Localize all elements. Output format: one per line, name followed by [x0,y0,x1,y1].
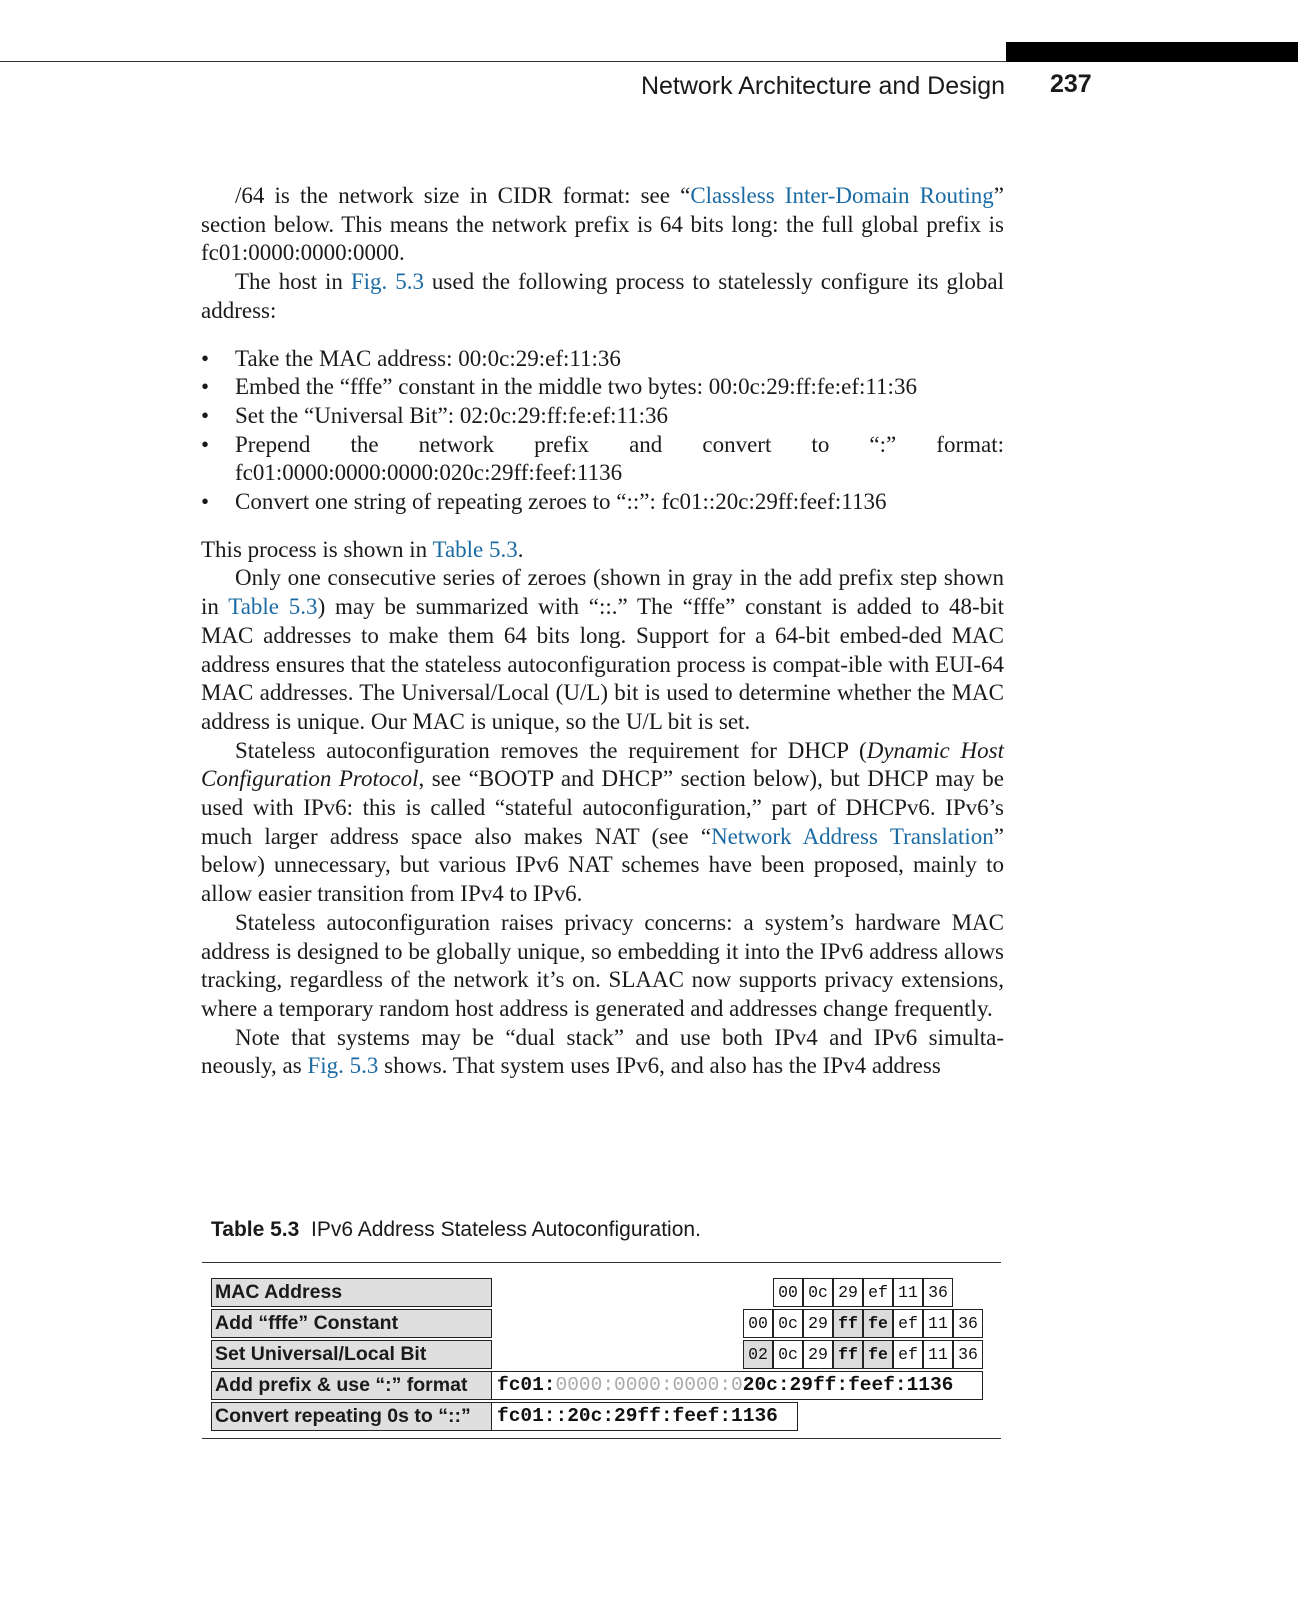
text-run-italic: Dynamic Host Configuration Protocol [201,737,1004,792]
running-header-title: Network Architecture and Design [640,72,1005,100]
link-table-5-3[interactable]: Table 5.3 [432,536,518,562]
bullet-icon: • [201,489,210,515]
byte-cell: 36 [953,1340,983,1369]
address-zeros: 0000:0000:0000:0 [555,1374,743,1396]
paragraph-process-intro [201,268,1004,325]
list-item [201,431,1004,488]
text-run: Only one consecutive series of zeroes (shown in gray in the add prefix step shown in [201,565,1004,620]
bullet-icon: • [201,431,210,457]
bullet-icon: • [201,402,210,428]
byte-cell: 0c [803,1278,833,1307]
paragraph-table-ref [201,536,1004,565]
address-rest: 20c:29ff:feef:1136 [742,1374,954,1396]
row-label-set-ul-bit: Set Universal/Local Bit [211,1340,492,1369]
byte-cell-inserted: ff [833,1309,863,1338]
link-cidr[interactable]: Classless Inter-Domain Routing [690,183,994,208]
link-fig-5-3[interactable]: Fig. 5.3 [307,1053,379,1079]
byte-cell: 29 [833,1278,863,1307]
list-item-text: Set the “Universal Bit”: 02:0c:29:ff:fe:ef:11:36 [235,402,669,428]
table-caption-label: Table 5.3 [211,1218,300,1241]
byte-cell: 00 [773,1278,803,1307]
text-run: Stateless autoconfiguration removes the requirement for DHCP ( [235,737,867,763]
text-run: /64 is the network size in CIDR format: see “ [235,183,691,208]
text-run: used the following process to statelessly configure its global address: [201,269,1004,323]
list-item-text: Convert one string of repeating zeroes to “::”: fc01::20c:29ff:feef:1136 [235,489,887,515]
full-address-cell [491,1371,983,1400]
text-run: ” section below. This means the network prefix is 64 bits long: the full global prefix is fc01:0000:0000:0000. [201,183,1004,266]
text-run: , see “BOOTP and DHCP” section below), but DHCP may be used with IPv6: this is called “stateful autoconfiguration,” part of DHCPv6. IPv6’s much larger address space also makes NAT (see “ [201,766,1004,849]
byte-cell-inserted: ff [833,1340,863,1369]
byte-cell: 11 [893,1278,923,1307]
list-item-text-continued: fc01:0000:0000:0000:020c:29ff:feef:1136 [235,460,623,486]
bullet-icon: • [201,345,210,371]
byte-cell: 11 [923,1309,953,1338]
paragraph-dhcp [201,737,1004,909]
table-caption-text: IPv6 Address Stateless Autoconfiguration. [311,1218,701,1241]
table-top-rule [202,1262,1001,1263]
process-steps-list [201,345,1004,517]
header-tab-bar [1006,42,1298,62]
byte-cell: 29 [803,1309,833,1338]
byte-cell: 29 [803,1340,833,1369]
list-item-text: Prepend the network prefix and convert to “:” format: [235,431,1004,457]
byte-cell-ul-bit: 02 [743,1340,773,1369]
list-item [201,373,1004,402]
row-label-mac-address: MAC Address [211,1278,492,1307]
byte-cell: ef [893,1340,923,1369]
bullet-icon: • [201,374,210,400]
byte-cell: ef [893,1309,923,1338]
byte-cell-inserted: fe [863,1340,893,1369]
link-fig-5-3[interactable]: Fig. 5.3 [350,269,424,295]
link-table-5-3[interactable]: Table 5.3 [228,594,318,620]
paragraph-cidr [201,182,1004,268]
byte-cell: 11 [923,1340,953,1369]
list-item [201,488,1004,517]
byte-cell-inserted: fe [863,1309,893,1338]
byte-cell: ef [863,1278,893,1307]
byte-cell: 0c [773,1309,803,1338]
list-item [201,402,1004,431]
text-run: . [517,536,524,562]
text-run: The host in [235,269,351,295]
byte-cell: 00 [743,1309,773,1338]
page-number: 237 [1050,70,1092,98]
list-item-text: Take the MAC address: 00:0c:29:ef:11:36 [235,345,621,371]
byte-cell: 36 [953,1309,983,1338]
address-prefix: fc01: [497,1374,556,1396]
text-run: This process is shown in [201,536,433,562]
paragraph-zero-compression [201,564,1004,736]
byte-cell: 0c [773,1340,803,1369]
compressed-address-cell: fc01::20c:29ff:feef:1136 [491,1402,798,1431]
byte-cell: 36 [923,1278,953,1307]
list-item-text: Embed the “fffe” constant in the middle two bytes: 00:0c:29:ff:fe:ef:11:36 [235,374,917,400]
body-text [201,182,1004,1081]
row-label-convert-zeros: Convert repeating 0s to “::” [211,1402,492,1431]
paragraph-privacy: Stateless autoconfiguration raises privacy concerns: a system’s hardware MAC address is designed to be globally unique, so embedding it into the IPv6 address allows tracking, regardless of the network it’s on. SLAAC now supports privacy extensions, where a temporary random host address is generated and addresses change frequently. [201,909,1004,1021]
table-bottom-rule [202,1438,1001,1439]
text-run: ” below) unnecessary, but various IPv6 NAT schemes have been proposed, mainly to allow easier transition from IPv4 to IPv6. [201,823,1004,907]
table-caption [211,1218,701,1242]
text-run: ) may be summarized with “::.” The “fffe” constant is added to 48-bit MAC addresses to make them 64 bits long. Support for a 64-bit embed-ded MAC address ensures that the stateless autoconfiguration process is compat-ible with EUI-64 MAC addresses. The Universal/Local (U/L) bit is used to determine whether the MAC address is unique. Our MAC is unique, so the U/L bit is set. [201,594,1004,734]
row-label-add-prefix: Add prefix & use “:” format [211,1371,492,1400]
link-nat[interactable]: Network Address Translation [711,823,994,849]
paragraph-dual-stack [201,1024,1004,1081]
text-run: shows. That system uses IPv6, and also has the IPv4 address [378,1053,941,1079]
list-item [201,345,1004,374]
row-label-add-fffe: Add “fffe” Constant [211,1309,492,1338]
text-run: Note that systems may be “dual stack” and use both IPv4 and IPv6 simulta-neously, as [201,1024,1004,1079]
